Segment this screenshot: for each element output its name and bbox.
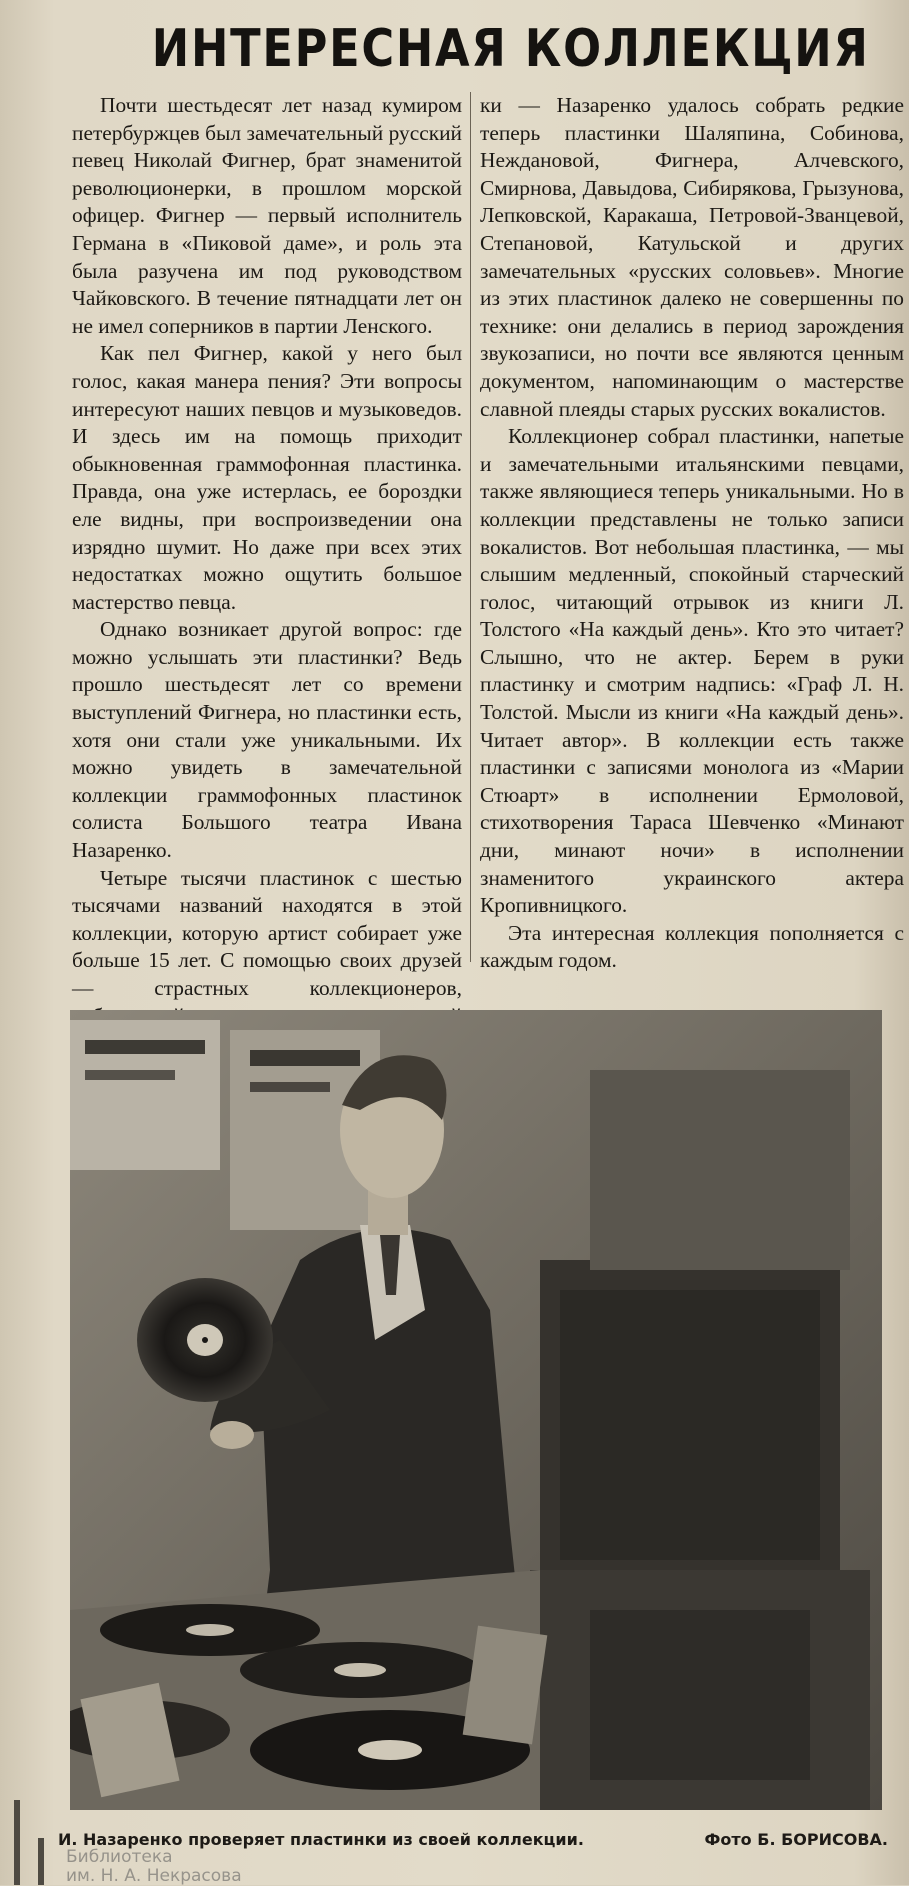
photo-illustration: [70, 1010, 882, 1810]
article-photo: [70, 1010, 882, 1810]
margin-mark: [14, 1800, 20, 1885]
paragraph-5: ки — Назаренко удалось собрать редкие теперь пластинки Шаляпина, Собинова, Неждановой, Фигнера, Алчевского, Смирнова, Давыдова, Сибирякова, Грызунова, Лепковской, Каракаша, Петровой-Званцевой, Степановой, Катульской и других замечательных «русских соловьев». Многие из этих пластинок далеко не совершенны по технике: они делались в период зарождения звукозаписи, но почти все являются ценным документом, напоминающим о мастерстве славной плеяды старых русских вокалистов.: [480, 93, 904, 421]
paragraph-1: Почти шестьдесят лет назад кумиром петербуржцев был замечательный русский певец Николай Фигнер, брат знаменитой революционерки, в прошлом морской офицер. Фигнер — первый исполнитель Германа в «Пиковой даме», и роль эта была разучена им под руководством Чайковского. В течение пятнадцати лет он не имел соперников в партии Ленского.: [72, 93, 462, 338]
column-divider: [470, 92, 471, 962]
article-headline: ИНТЕРЕСНАЯ КОЛЛЕКЦИЯ: [151, 19, 870, 79]
paragraph-2: Как пел Фигнер, какой у него был голос, какая манера пения? Эти вопросы интересуют наших певцов и музыковедов. И здесь им на помощь приходит обыкновенная граммофонная пластинка. Правда, она уже истерлась, ее бороздки еле видны, при воспроизведении она изрядно шумит. Но даже при всех этих недостатках можно ощутить большое мастерство певца.: [72, 341, 462, 614]
article-right-column: [480, 92, 904, 975]
watermark-line-2: им. Н. А. Некрасова: [66, 1866, 242, 1886]
paragraph-3: Однако возникает другой вопрос: где можно услышать эти пластинки? Ведь прошло шестьдесят лет со времени выступлений Фигнера, но пластинки есть, хотя они стали уже уникальными. Их можно увидеть в замечательной коллекции граммофонных пластинок солиста Большого театра Ивана Назаренко.: [72, 617, 462, 863]
paragraph-4: Четыре тысячи пластинок с шестью тысячами названий находятся в этой коллекции, которую артист собирает уже больше 15 лет. С помощью своих друзей — страстных коллекционеров,: [72, 865, 462, 1000]
photo-credit: Фото Б. БОРИСОВА.: [704, 1830, 888, 1849]
library-watermark: [66, 1848, 326, 1886]
watermark-line-1: Библиотека: [66, 1847, 173, 1867]
article-left-column: [72, 92, 462, 1058]
paragraph-6: Коллекционер собрал пластинки, напетые и замечательными итальянскими певцами, также являющиеся теперь уникальными. Но в коллекции представлены не только записи вокалистов. Вот небольшая пластинка, — мы слышим медленный, спокойный старческий голос, читающий отрывок из книги Л. Толстого «На каждый день». Кто это читает? Слышно, что не актер. Берем в руки пластинку и смотрим надпись: «Граф Л. Н. Толстой. Мысли из книги «На каждый день». Читает автор». В коллекции есть также пластинки с записями монолога из «Марии Стюарт» в исполнении Ермоловой, стихотворения Тараса Шевченко «Минают дни, минают ночи» в исполнении знаменитого украинского актера Кропивницкого.: [480, 424, 904, 918]
paragraph-7: Эта интересная коллекция пополняется с каждым годом.: [480, 920, 904, 973]
margin-mark: [38, 1838, 44, 1885]
caption-text: И. Назаренко проверяет пластинки из своей коллекции.: [58, 1830, 584, 1849]
